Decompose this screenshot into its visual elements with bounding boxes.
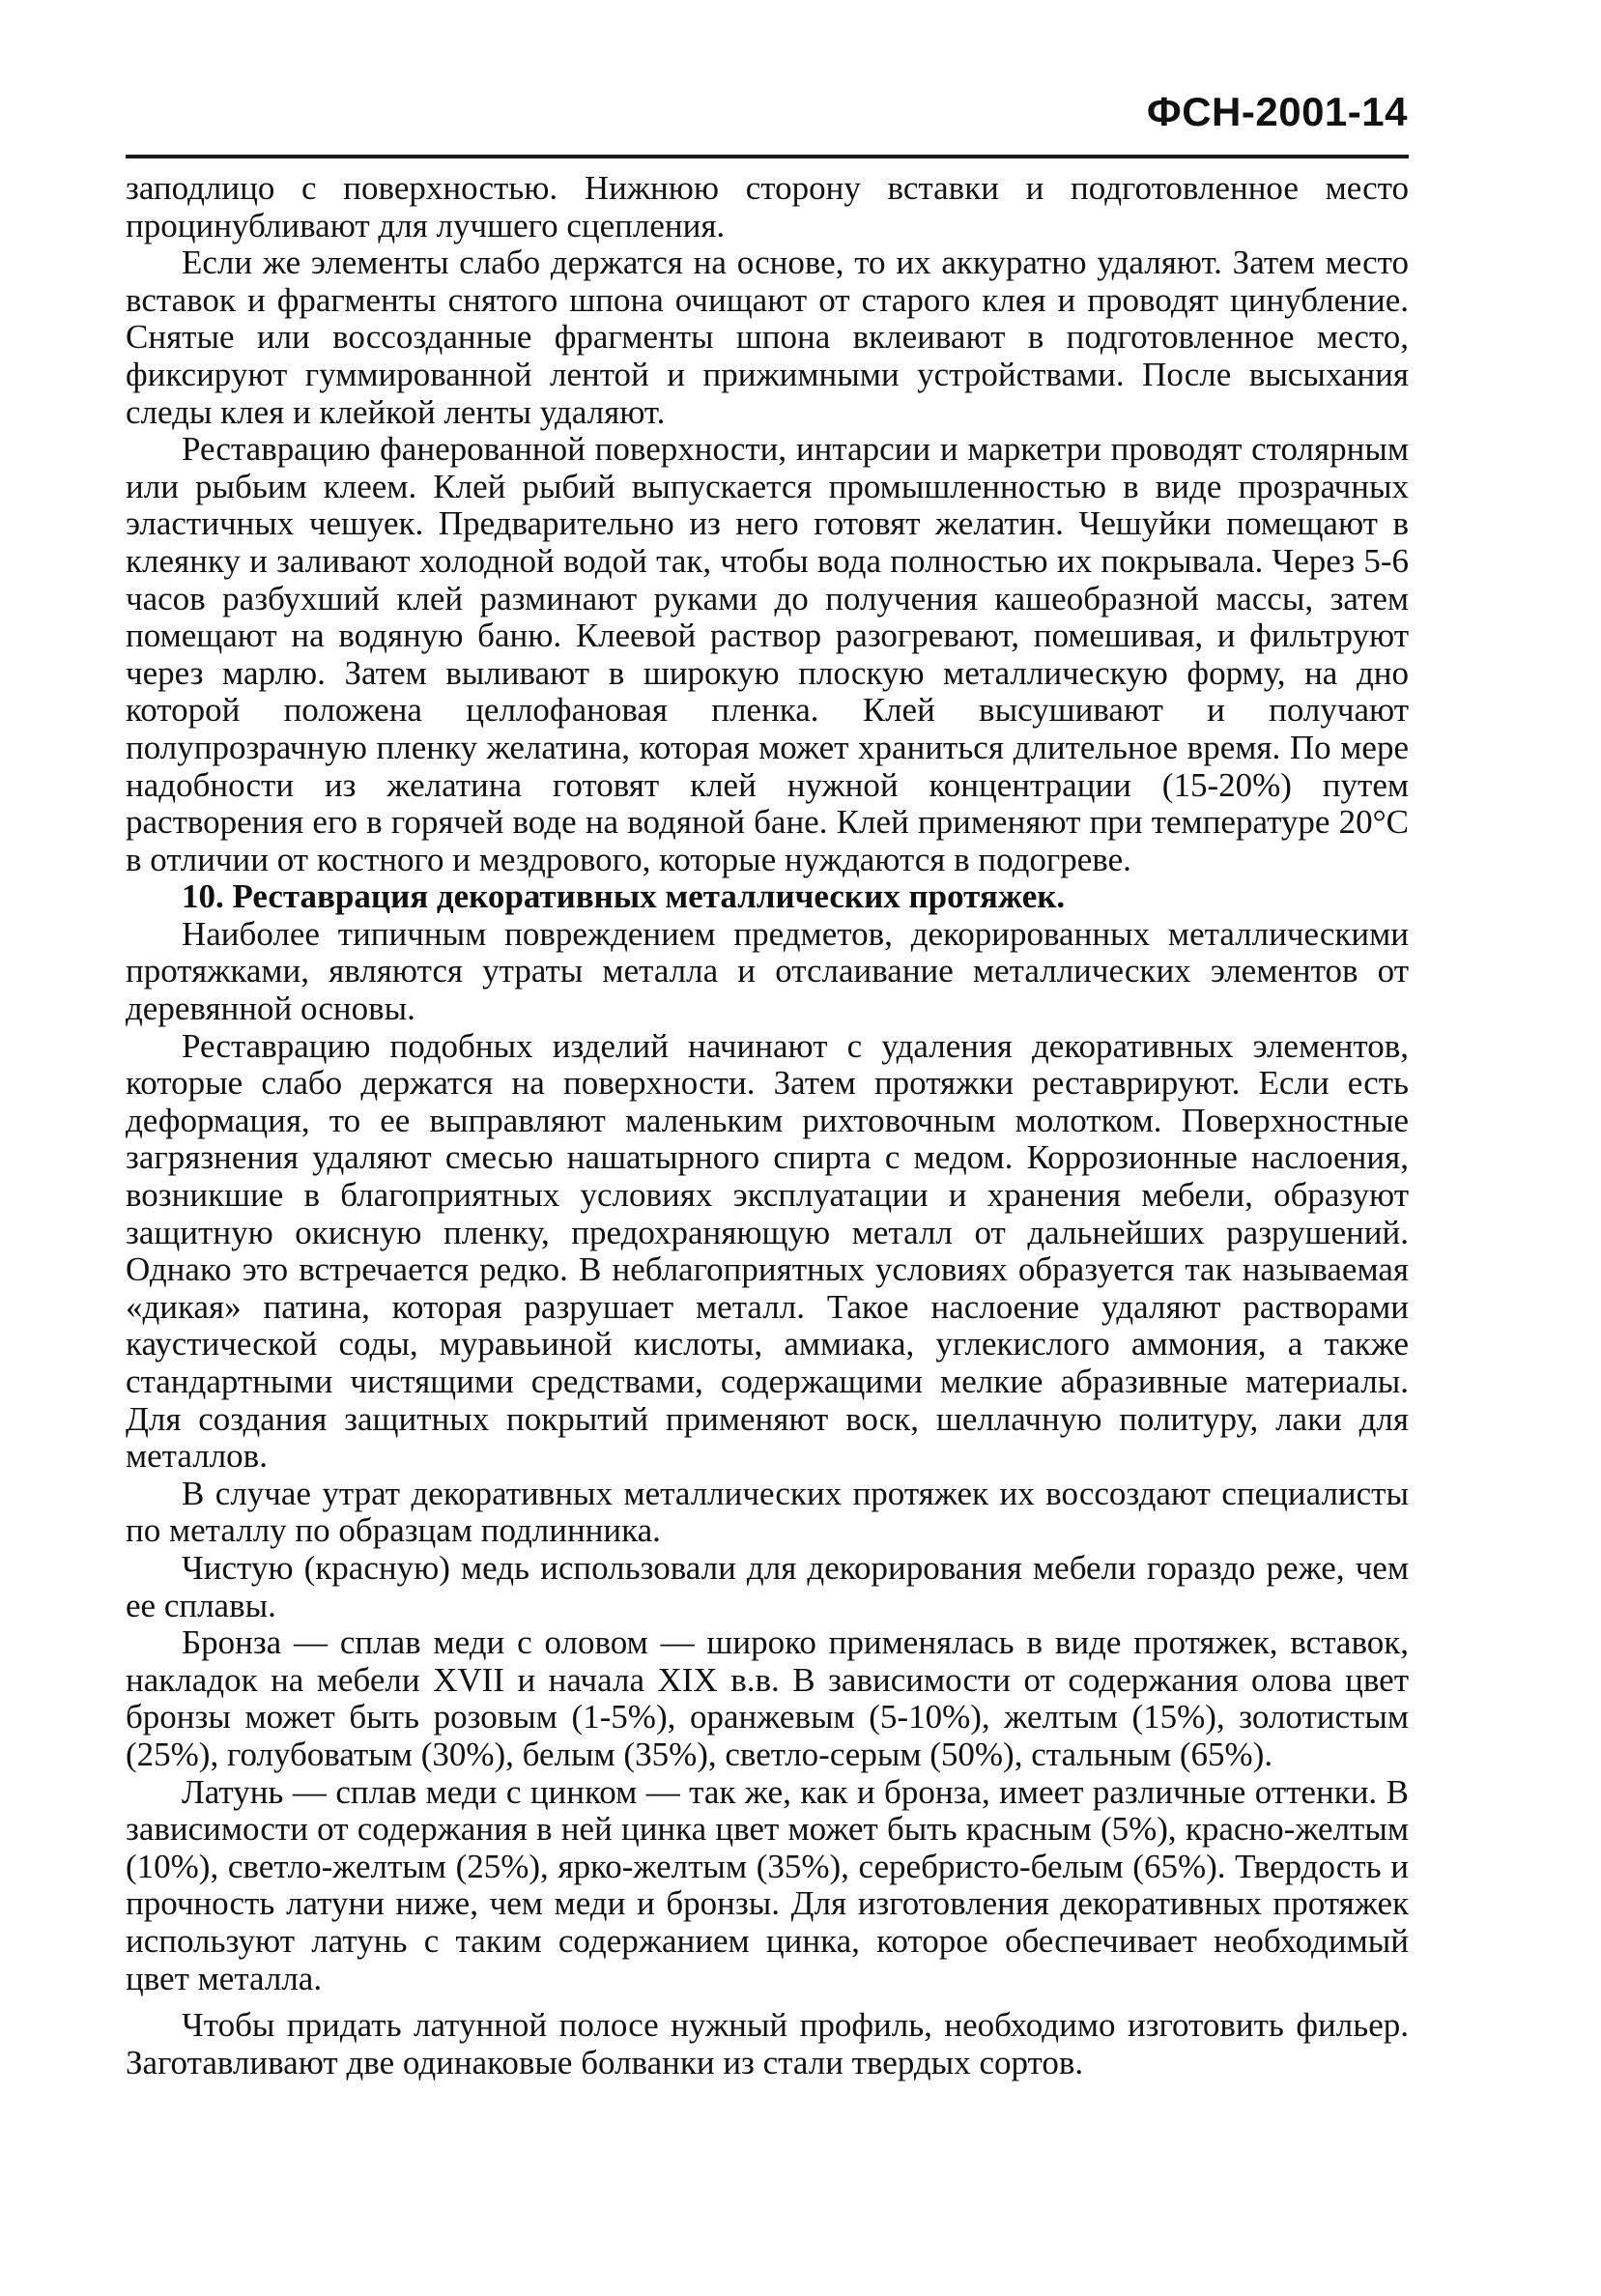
paragraph-bronze: Бронза — сплав меди с оловом — широко применялась в виде протяжек, вставок, накладок на мебели XVII и начала XIX в.в. В зависимости от содержания олова цвет бронзы может быть розовым (1-5%), оранжевым (5-10%), желтым (15%), золотистым (25%), голубоватым (30%), белым (35%), светло-серым (50%), стальным (65%). [126,1623,1409,1773]
paragraph-copper: Чистую (красную) медь использовали для декорирования мебели гораздо реже, чем ее сплавы. [126,1548,1409,1624]
paragraph-continuation: заподлицо с поверхностью. Нижнюю сторону вставки и подготовленное место процинубливают для лучшего сцепления. [126,169,1409,244]
paragraph-element-removal: Если же элементы слабо держатся на основе, то их аккуратно удаляют. Затем место вставок и фрагменты снятого шпона очищают от старого клея и проводят цинубление. Снятые или воссозданные фрагменты шпона вклеивают в подготовленное место, фиксируют гуммированной лентой и прижимными устройствами. После высыхания следы клея и клейкой ленты удаляют. [126,244,1409,431]
paragraph-veneer-restoration: Реставрацию фанерованной поверхности, интарсии и маркетри проводят столярным или рыбьим клеем. Клей рыбий выпускается промышленностью в виде прозрачных эластичных чешуек. Предварительно из него готовят желатин. Чешуйки помещают в клеянку и заливают холодной водой так, чтобы вода полностью их покрывала. Через 5-6 часов разбухший клей разминают руками до получения кашеобразной массы, затем помещают на водяную баню. Клеевой раствор разогревают, помешивая, и фильтруют через марлю. Затем выливают в широкую плоскую металлическую форму, на дно которой положена целлофановая пленка. Клей высушивают и получают полупрозрачную пленку желатина, которая может храниться длительное время. По мере надобности из желатина готовят клей нужной концентрации (15-20%) путем растворения его в горячей воде на водяной бане. Клей применяют при температуре 20°С в отличии от костного и мездрового, которые нуждаются в подогреве. [126,430,1409,878]
paragraph-restoration-process: Реставрацию подобных изделий начинают с удаления декоративных элементов, которые слабо держатся на поверхности. Затем протяжки реставрируют. Если есть деформация, то ее выправляют маленьким рихтовочным молотком. Поверхностные загрязнения удаляют смесью нашатырного спирта с медом. Коррозионные наслоения, возникшие в благоприятных условиях эксплуатации и хранения мебели, образуют защитную окисную пленку, предохраняющую металл от дальнейших разрушений. Однако это встречается редко. В неблагоприятных условиях образуется так называемая «дикая» патина, которая разрушает металл. Такое наслоение удаляют растворами каустической соды, муравьиной кислоты, аммиака, углекислого аммония, а также стандартными чистящими средствами, содержащими мелкие абразивные материалы. Для создания защитных покрытий применяют воск, шеллачную политуру, лаки для металлов. [126,1026,1409,1476]
document-code: ФСН-2001-14 [1146,89,1408,134]
document-body [126,170,1409,2081]
section-heading: 10. Реставрация декоративных металлических протяжек. [182,877,1066,916]
paragraph-typical-damage: Наиболее типичным повреждением предметов, декорированных металлическими протяжками, являются утраты металла и отслаивание металлических элементов от деревянной основы. [126,914,1409,1028]
paragraph-recreation: В случае утрат декоративных металлических протяжек их воссоздают специалисты по металлу по образцам подлинника. [126,1474,1409,1550]
header-rule [126,155,1409,158]
paragraph-die-making: Чтобы придать латунной полосе нужный профиль, необходимо изготовить фильер. Заготавливают две одинаковые болванки из стали твердых сортов. [126,2006,1409,2081]
paragraph-brass: Латунь — сплав меди с цинком — так же, как и бронза, имеет различные оттенки. В зависимости от содержания в ней цинка цвет может быть красным (5%), красно-желтым (10%), светло-желтым (25%), ярко-желтым (35%), серебристо-белым (65%). Твердость и прочность латуни ниже, чем меди и бронзы. Для изготовления декоративных протяжек используют латунь с таким содержанием цинка, которое обеспечивает необходимый цвет металла. [126,1772,1409,1997]
